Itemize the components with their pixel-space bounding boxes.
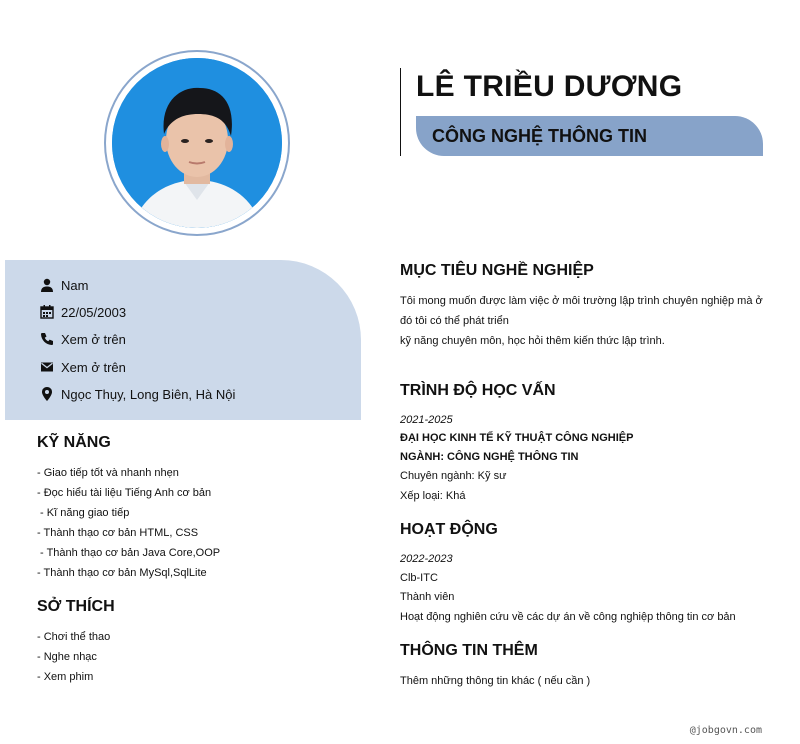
- objective-line: Tôi mong muốn được làm việc ở môi trường lập trình chuyên nghiệp mà ở: [400, 295, 763, 307]
- candidate-name: LÊ TRIỀU DƯƠNG: [416, 70, 683, 103]
- contact-gender: Nam: [39, 275, 88, 295]
- profile-photo-frame: [104, 50, 290, 236]
- contact-phone: Xem ở trên: [39, 329, 126, 349]
- list-item: - Thành thạo cơ bản HTML, CSS: [37, 527, 199, 539]
- education-rank: Xếp loại: Khá: [400, 490, 466, 502]
- objective-line: đó tôi có thể phát triển: [400, 315, 509, 327]
- list-item: - Giao tiếp tốt và nhanh nhẹn: [37, 467, 179, 479]
- education-school: ĐẠI HỌC KINH TẾ KỸ THUẬT CÔNG NGHIỆP: [400, 432, 634, 444]
- contact-address: Ngọc Thụy, Long Biên, Hà Nội: [39, 384, 235, 404]
- activity-org: Clb-ITC: [400, 572, 438, 584]
- list-item: - Thành thạo cơ bản MySql,SqlLite: [37, 567, 207, 579]
- job-title-banner: [416, 116, 763, 156]
- list-item: - Chơi thể thao: [37, 631, 111, 643]
- job-title: CÔNG NGHỆ THÔNG TIN: [432, 126, 647, 146]
- contact-panel: [5, 260, 361, 420]
- extra-title: THÔNG TIN THÊM: [400, 642, 538, 659]
- skills-title: KỸ NĂNG: [37, 434, 111, 451]
- list-item: - Thành thạo cơ bản Java Core,OOP: [37, 547, 221, 559]
- activities-title: HOẠT ĐỘNG: [400, 521, 498, 538]
- list-item: - Đọc hiểu tài liệu Tiếng Anh cơ bản: [37, 487, 212, 499]
- profile-photo: [112, 58, 282, 228]
- contact-birthday: 22/05/2003: [39, 302, 126, 322]
- person-icon: [39, 277, 55, 293]
- list-item: - Kĩ năng giao tiếp: [37, 507, 130, 519]
- activity-role: Thành viên: [400, 591, 455, 603]
- mail-icon: [39, 359, 55, 375]
- education-title: TRÌNH ĐỘ HỌC VẤN: [400, 382, 556, 399]
- extra-text: Thêm những thông tin khác ( nếu cần ): [400, 675, 591, 687]
- education-period: 2021-2025: [400, 414, 453, 426]
- portrait-illustration: [112, 58, 282, 228]
- activity-period: 2022-2023: [400, 553, 453, 565]
- header-divider: [400, 68, 401, 156]
- objective-line: kỹ năng chuyên môn, học hỏi thêm kiến thức lập trình.: [400, 335, 665, 347]
- phone-icon: [39, 331, 55, 347]
- watermark: @jobgovn.com: [689, 725, 762, 736]
- objective-title: MỤC TIÊU NGHỀ NGHIỆP: [400, 262, 594, 279]
- calendar-icon: [39, 304, 55, 320]
- contact-email: Xem ở trên: [39, 357, 126, 377]
- list-item: - Xem phim: [37, 671, 94, 683]
- hobbies-title: SỞ THÍCH: [37, 598, 115, 615]
- activity-desc: Hoạt động nghiên cứu về các dự án về công nghiệp thông tin cơ bản: [400, 611, 736, 623]
- education-specialty: Chuyên ngành: Kỹ sư: [400, 470, 507, 482]
- location-pin-icon: [39, 386, 55, 402]
- list-item: - Nghe nhạc: [37, 651, 97, 663]
- education-major: NGÀNH: CÔNG NGHỆ THÔNG TIN: [400, 451, 579, 463]
